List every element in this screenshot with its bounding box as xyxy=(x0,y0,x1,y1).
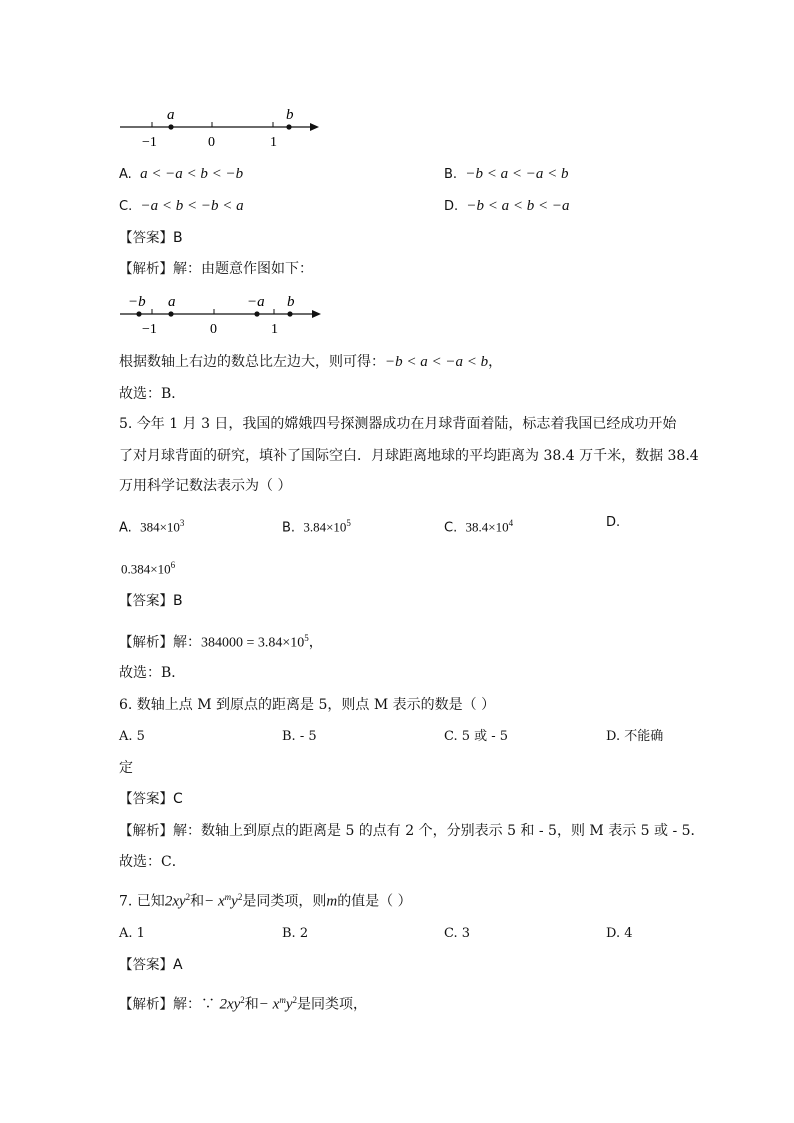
axis-arrow xyxy=(312,310,321,318)
tick-label-0: 0 xyxy=(210,322,217,337)
q5-option-b: B. $3.84\times 10^5$ xyxy=(282,518,351,536)
q7-option-c: C. 3 xyxy=(444,926,471,941)
label-a: a xyxy=(168,294,176,310)
q7-option-b: B. 2 xyxy=(282,926,309,941)
q5-question-line3: 万用科学记数法表示为（ ） xyxy=(119,478,292,494)
q4-option-b: B. −b < a < −a < b xyxy=(444,166,569,182)
label-b: b xyxy=(286,107,294,123)
q6-answer: 【答案】C xyxy=(119,791,183,807)
q4-option-c: C. −a < b < −b < a xyxy=(119,198,244,214)
q5-option-c: C. $38.4\times 10^4$ xyxy=(444,518,514,536)
tick-label-neg1: −1 xyxy=(142,135,157,150)
q6-option-a: A. 5 xyxy=(119,729,145,744)
label-b: b xyxy=(287,294,295,310)
q4-answer: 【答案】B xyxy=(119,230,183,246)
q7-option-a: A. 1 xyxy=(119,926,145,941)
q4-conclusion: 根据数轴上右边的数总比左边大，则可得：−b < a < −a < b， xyxy=(119,354,503,370)
q6-option-c: C. 5 或 - 5 xyxy=(444,729,509,744)
label-neg-b: −b xyxy=(128,294,146,310)
tick-label-1: 1 xyxy=(271,322,278,337)
number-line-figure-1 xyxy=(115,100,330,155)
q6-option-d: D. 不能确 xyxy=(606,729,664,744)
q5-option-d: $0.384\times 10^6$ xyxy=(121,560,176,577)
q5-analysis: 【解析】解：$384000 = 3.84\times 10^5$， xyxy=(119,633,323,651)
q7-question: 7. 已知$2xy^2$和− $x^my^2$是同类项，则m的值是（ ） xyxy=(119,892,412,910)
label-neg-a: −a xyxy=(247,294,265,310)
q4-option-a: A. a < −a < b < −b xyxy=(119,166,244,182)
q6-choose: 故选：C． xyxy=(119,854,186,870)
label-a: a xyxy=(167,107,175,123)
q7-analysis: 【解析】解：∵ $2xy^2$和− $x^my^2$是同类项， xyxy=(119,995,367,1013)
point-b xyxy=(287,311,292,316)
point-a xyxy=(168,311,173,316)
q5-choose: 故选：B． xyxy=(119,665,186,681)
point-neg-a xyxy=(254,311,259,316)
q4-option-d: D. −b < a < b < −a xyxy=(444,198,570,214)
point-neg-b xyxy=(136,311,141,316)
point-b xyxy=(286,124,291,129)
q4-analysis: 【解析】解：由题意作图如下： xyxy=(119,261,313,277)
axis-arrow xyxy=(310,123,319,131)
q6-option-b: B. - 5 xyxy=(282,729,317,744)
tick-label-neg1: −1 xyxy=(142,322,157,337)
q7-answer: 【答案】A xyxy=(119,957,183,973)
point-a xyxy=(168,124,173,129)
q5-question-line1: 5. 今年 1 月 3 日，我国的嫦娥四号探测器成功在月球背面着陆，标志着我国已经成功开始 xyxy=(119,416,677,432)
tick-label-0: 0 xyxy=(208,135,215,150)
q5-option-d-letter: D. xyxy=(606,515,621,530)
q6-option-d-continued: 定 xyxy=(119,760,133,776)
q5-option-a: A. $384\times 10^3$ xyxy=(119,518,185,536)
number-line-figure-2 xyxy=(115,288,330,340)
q6-question: 6. 数轴上点 M 到原点的距离是 5，则点 M 表示的数是（ ） xyxy=(119,697,496,713)
q5-question-line2: 了对月球背面的研究，填补了国际空白．月球距离地球的平均距离为 38.4 万千米，数据 38.4 xyxy=(119,448,699,464)
q7-option-d: D. 4 xyxy=(606,926,633,941)
q4-choose: 故选：B． xyxy=(119,386,186,402)
q5-answer: 【答案】B xyxy=(119,593,183,609)
q6-analysis: 【解析】解：数轴上到原点的距离是 5 的点有 2 个，分别表示 5 和 - 5，则 M 表示 5 或 - 5． xyxy=(119,823,705,839)
tick-label-1: 1 xyxy=(270,135,277,150)
